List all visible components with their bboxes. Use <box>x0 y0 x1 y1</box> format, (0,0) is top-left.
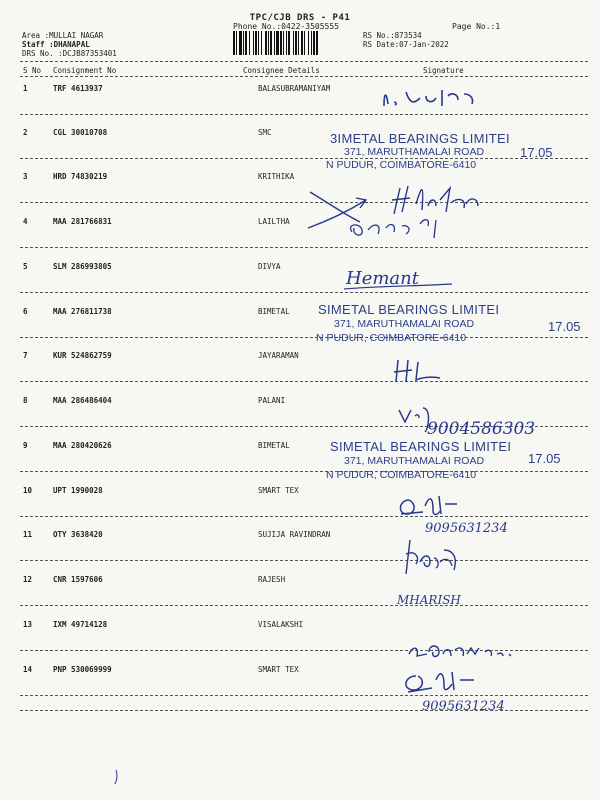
row-serial-number: 14 <box>23 665 33 674</box>
consignment-number: MAA 281766831 <box>53 217 112 226</box>
row-serial-number: 6 <box>23 307 28 316</box>
phone-handwritten: 9095631234 <box>425 521 508 536</box>
col-consignee-header: Consignee Details <box>243 66 320 75</box>
row-divider <box>20 381 588 382</box>
barcode-bar <box>280 31 282 55</box>
stamp-city-line: N PUDUR, COIMBATORE-6410 <box>326 158 477 171</box>
ink-mark <box>112 768 122 786</box>
barcode-bar <box>313 31 315 55</box>
phone-handwritten: 9004586303 <box>427 419 536 439</box>
row-divider <box>20 337 588 338</box>
row-serial-number: 4 <box>23 217 28 226</box>
consignment-number: TRF 4613937 <box>53 84 103 93</box>
signature-row-5 <box>340 262 460 292</box>
stamp-company-name: SIMETAL BEARINGS LIMITEI <box>330 439 512 454</box>
drs-number: DRS No. :DCJB87353401 <box>22 49 117 58</box>
row-serial-number: 11 <box>23 530 33 539</box>
consignee-name: BALASUBRAMANIYAM <box>258 84 331 93</box>
barcode-bar <box>268 31 269 55</box>
row-serial-number: 5 <box>23 262 28 271</box>
consignee-name: LAILTHA <box>258 217 290 226</box>
consignment-number: MAA 286486404 <box>53 396 112 405</box>
consignment-number: KUR 524862759 <box>53 351 112 360</box>
consignee-name: SMART TEX <box>258 665 299 674</box>
consignment-number: UPT 1990028 <box>53 486 103 495</box>
row-serial-number: 12 <box>23 575 33 584</box>
consignee-name: BIMETAL <box>258 307 290 316</box>
barcode-bar <box>274 31 275 55</box>
consignment-number: HRD 74830219 <box>53 172 108 181</box>
barcode-bar <box>245 31 247 55</box>
barcode-bar <box>298 31 299 55</box>
stamp-city-line: N PUDUR, COIMBATORE-6410 <box>316 331 467 344</box>
consignment-number: CNR 1597606 <box>53 575 103 584</box>
barcode-bar <box>239 31 242 55</box>
phone-number: Phone No.:0422-3505555 <box>233 22 339 31</box>
stamp-time: 17.05 <box>520 145 553 160</box>
signature-row-13 <box>405 636 525 664</box>
row-divider <box>20 247 588 248</box>
signature-row-10 <box>395 490 525 540</box>
consignment-number: CGL 30010708 <box>53 128 108 137</box>
row-serial-number: 7 <box>23 351 28 360</box>
barcode-bar <box>316 31 318 55</box>
signature-row-12 <box>395 584 505 610</box>
stamp-company-name: SIMETAL BEARINGS LIMITEI <box>318 302 500 317</box>
barcode-bar <box>265 31 267 55</box>
signature-text: MHARISH <box>397 593 461 607</box>
barcode-bar <box>243 31 244 55</box>
consignment-number: PNP 530069999 <box>53 665 112 674</box>
barcode-bar <box>258 31 259 55</box>
row-serial-number: 10 <box>23 486 33 495</box>
barcode-bar <box>288 31 290 55</box>
stamp-address-line: 371, MARUTHAMALAI ROAD <box>344 455 485 467</box>
consignee-name: DIVYA <box>258 262 281 271</box>
signature-row-3 <box>300 180 490 240</box>
barcode-bar <box>236 31 237 55</box>
row-divider <box>20 292 588 293</box>
col-consignment-header: Consignment No <box>53 66 117 75</box>
company-stamp <box>326 131 510 171</box>
row-serial-number: 1 <box>23 84 28 93</box>
barcode-bar <box>261 31 262 55</box>
consignee-name: RAJESH <box>258 575 286 584</box>
sheet-title: TPC/CJB DRS - P41 <box>249 13 351 23</box>
barcode-bar <box>304 31 305 55</box>
consignee-name: KRITHIKA <box>258 172 295 181</box>
stamp-city-line: N PUDUR, COIMBATORE-6410 <box>326 468 477 481</box>
consignment-number: IXM 49714128 <box>53 620 108 629</box>
signature-row-1 <box>380 84 500 114</box>
consignment-number: OTY 3638420 <box>53 530 103 539</box>
consignee-name: PALANI <box>258 396 286 405</box>
barcode-bar <box>308 31 309 55</box>
barcode-bar <box>255 31 257 55</box>
consignee-name: SUJIJA RAVINDRAN <box>258 530 331 539</box>
phone-handwritten: 9095631234 <box>422 699 505 714</box>
consignee-name: BIMETAL <box>258 441 290 450</box>
row-serial-number: 9 <box>23 441 28 450</box>
rs-number: RS No.:873534 <box>363 31 422 40</box>
barcode-bar <box>283 31 284 55</box>
consignee-name: JAYARAMAN <box>258 351 299 360</box>
consignment-number: MAA 276811738 <box>53 307 112 316</box>
barcode-bar <box>311 31 312 55</box>
barcode-bar <box>276 31 279 55</box>
consignee-name: SMART TEX <box>258 486 299 495</box>
signature-row-14 <box>400 668 530 716</box>
col-signature-header: Signature <box>423 66 464 75</box>
rs-date: RS Date:07-Jan-2022 <box>363 40 449 49</box>
signature-row-8 <box>395 398 575 448</box>
col-sno-header: S No <box>23 66 42 75</box>
barcode-bar <box>295 31 297 55</box>
consignee-name: VISALAKSHI <box>258 620 304 629</box>
barcode-bar <box>270 31 272 55</box>
consignment-number: SLM 286993805 <box>53 262 112 271</box>
row-serial-number: 3 <box>23 172 28 181</box>
signature-row-11 <box>400 534 470 580</box>
row-serial-number: 8 <box>23 396 28 405</box>
signature-row-7 <box>390 356 450 386</box>
column-header-rule <box>20 76 588 77</box>
stamp-time: 17.05 <box>528 451 561 466</box>
barcode-bar <box>293 31 294 55</box>
signature-text: Hemant <box>346 268 419 289</box>
stamp-company-name: 3IMETAL BEARINGS LIMITEI <box>330 131 510 146</box>
barcode-bar <box>249 31 250 55</box>
row-divider <box>20 560 588 561</box>
barcode-bar <box>253 31 254 55</box>
barcode-bar <box>301 31 303 55</box>
area-label: Area :MULLAI NAGAR <box>22 31 104 40</box>
company-stamp <box>318 303 499 343</box>
barcode-bar <box>286 31 287 55</box>
stamp-address-line: 371, MARUTHAMALAI ROAD <box>344 146 485 158</box>
page-number: Page No.:1 <box>452 22 501 31</box>
barcode <box>232 31 356 55</box>
row-serial-number: 2 <box>23 128 28 137</box>
barcode-bar <box>233 31 235 55</box>
staff-label: Staff :DHANAPAL <box>22 40 90 49</box>
stamp-address-line: 371, MARUTHAMALAI ROAD <box>334 318 475 330</box>
row-serial-number: 13 <box>23 620 33 629</box>
consignee-name: SMC <box>258 128 272 137</box>
consignment-number: MAA 280420626 <box>53 441 112 450</box>
header-rule <box>20 61 588 62</box>
row-divider <box>20 114 588 115</box>
stamp-time: 17.05 <box>548 319 581 334</box>
